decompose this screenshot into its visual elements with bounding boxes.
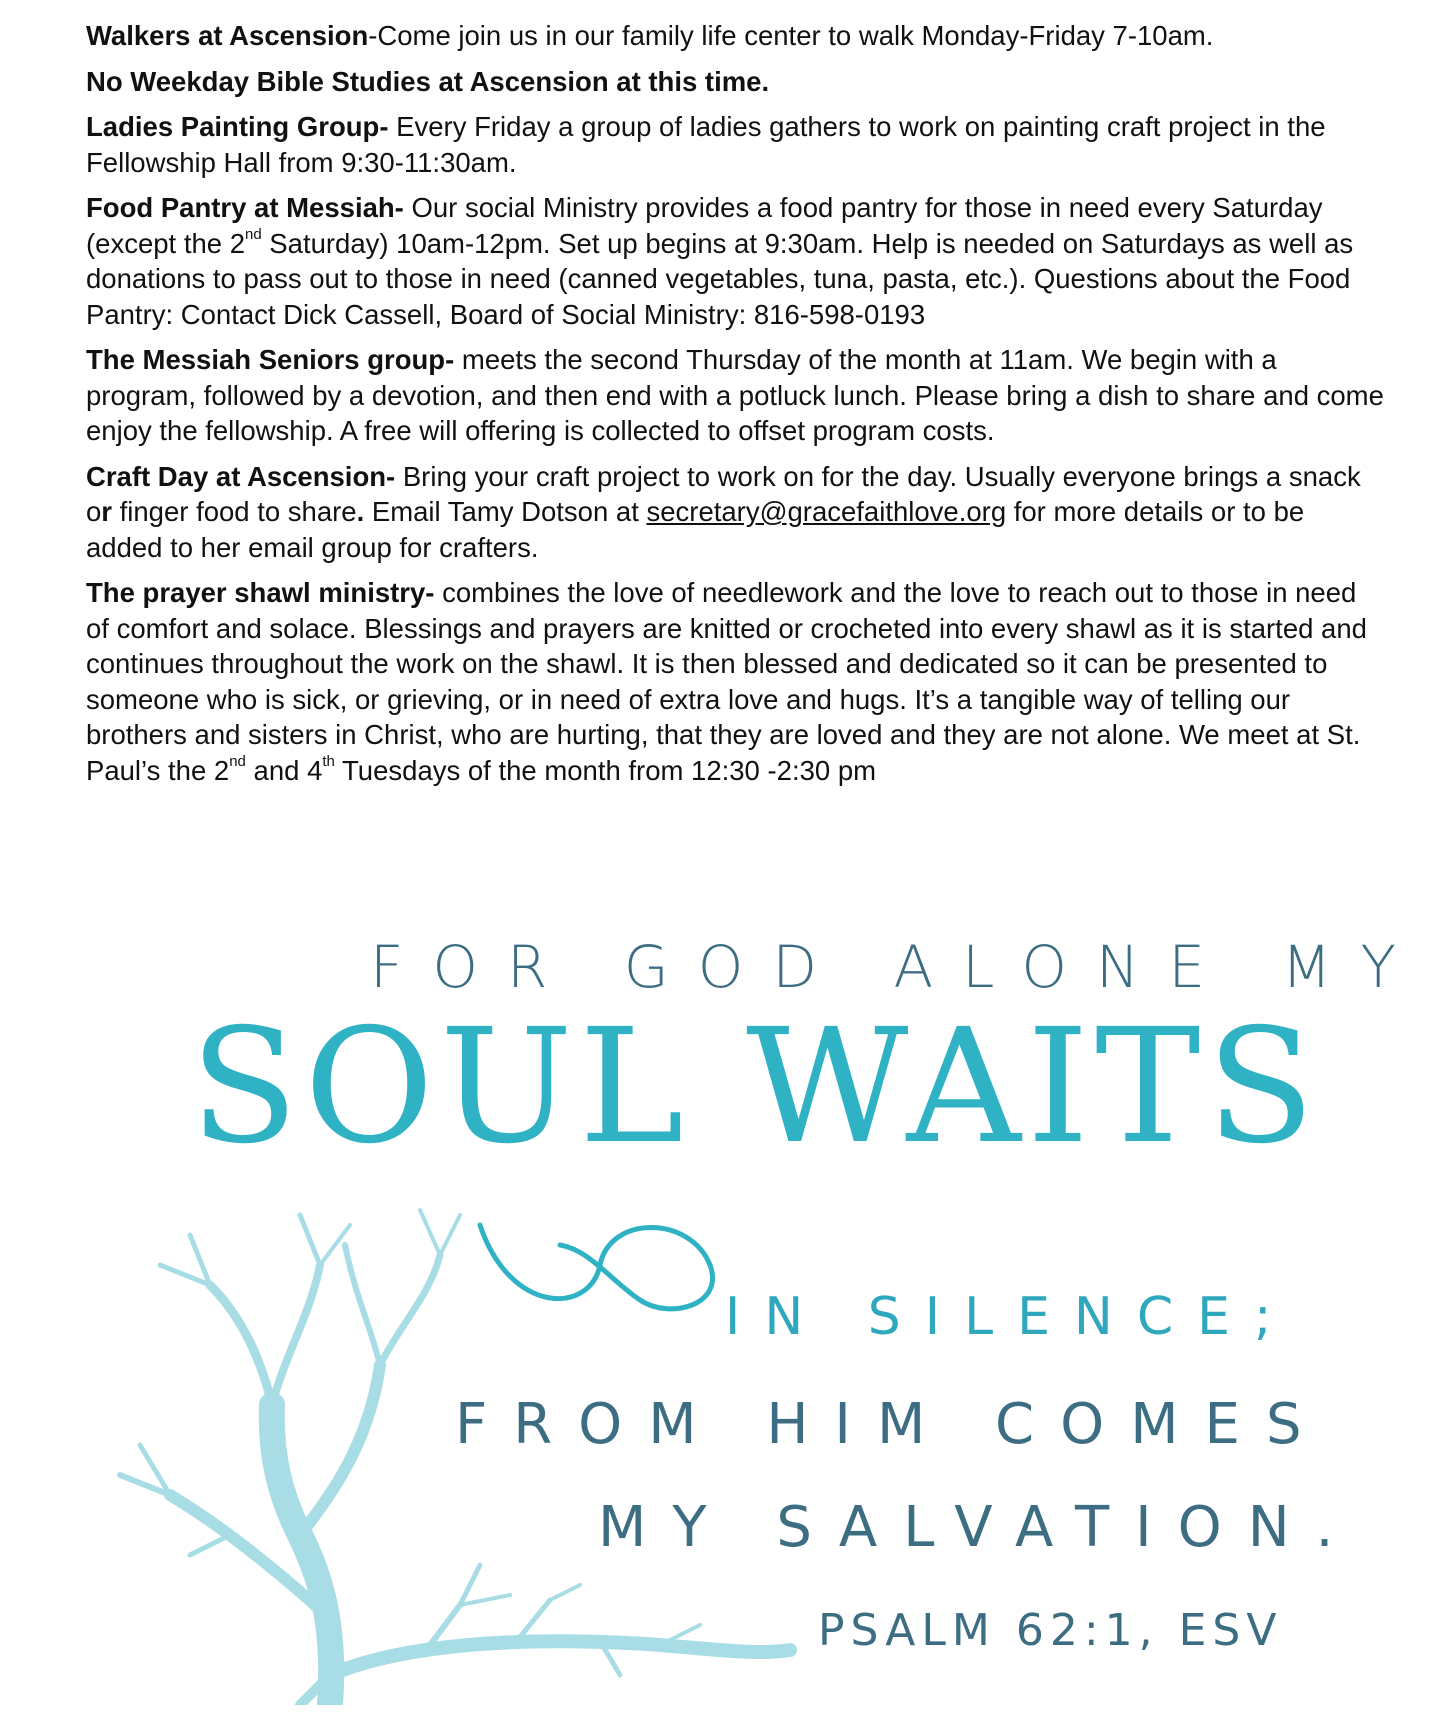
verse-line-1: FOR GOD ALONE MY [370, 933, 1425, 1001]
notice-title: Ladies Painting Group- [86, 111, 389, 142]
notice-seniors-group [86, 342, 1386, 449]
notice-food-pantry [86, 190, 1386, 332]
notice-title: The prayer shawl ministry- [86, 577, 435, 608]
email-link[interactable]: secretary@gracefaithlove.org [646, 496, 1007, 527]
notice-title: The Messiah Seniors group- [86, 344, 455, 375]
infinity-flourish [470, 1205, 730, 1325]
ordinal-suffix: nd [229, 753, 246, 771]
notice-title: Food Pantry at Messiah- [86, 192, 404, 223]
notice-bible-studies [86, 64, 1386, 100]
verse-line-2: SOUL WAITS [190, 995, 1321, 1179]
notice-body: Our social Ministry provides a food pantry for those in need every Saturday (except the 2 [86, 192, 1323, 259]
notice-body: meets the second Thursday of the month at 11am. We begin with a program, followed by a devotion, and then end with a potluck lunch. Please bring a dish to share and come enjoy the fellowship. A free will offering is collected to offset program costs. [86, 344, 1384, 446]
notice-painting-group [86, 109, 1386, 180]
notice-body: Every Friday a group of ladies gathers to work on painting craft project in the Fellowship Hall from 9:30-11:30am. [86, 111, 1326, 178]
verse-line-3: IN SILENCE; [725, 1287, 1296, 1347]
verse-line-5: MY SALVATION. [598, 1495, 1360, 1560]
notice-body: Tuesdays of the month from 12:30 -2:30 pm [334, 754, 877, 786]
notice-title: Walkers at Ascension [86, 20, 369, 51]
notice-body: Email Tamy Dotson at [364, 496, 647, 527]
verse-citation: PSALM 62:1, ESV [818, 1605, 1283, 1656]
ordinal-suffix: th [322, 753, 335, 771]
notice-walkers [86, 18, 1386, 54]
notice-prayer-shawl [86, 575, 1386, 788]
notice-body: finger food to share [112, 496, 357, 527]
notice-body: -Come join us in our family life center to walk Monday-Friday 7-10am. [368, 20, 1214, 51]
announcements [86, 18, 1386, 798]
notice-body-bold: r [101, 496, 112, 527]
notice-body: Saturday) 10am-12pm. Set up begins at 9:30am. Help is needed on Saturdays as well as donations to pass out to those in need (canned vegetables, tuna, pasta, etc.). Questions about the Food Pantry: Contact Dick Cassell, Board of Social Ministry: 816-598-0193 [86, 227, 1354, 330]
notice-title: No Weekday Bible Studies at Ascension at this time. [86, 65, 770, 97]
notice-craft-day [86, 459, 1386, 566]
notice-body-bold: . [356, 496, 365, 527]
notice-body: and 4 [245, 754, 323, 786]
verse-artwork [0, 905, 1440, 1705]
verse-line-4: FROM HIM COMES [455, 1392, 1328, 1457]
ordinal-suffix: nd [244, 226, 262, 244]
notice-body: for more details or to be added to her email group for crafters. [86, 496, 1305, 563]
notice-body: combines the love of needlework and the love to reach out to those in need of comfort and solace. Blessings and prayers are knitted or crocheted into every shawl as it is started and continues throughout the work on the shawl. It is then blessed and dedicated so it can be presented to someone who is sick, or grieving, or in need of extra love and hugs. It’s a tangible way of telling our brothers and sisters in Christ, who are hurting, that they are loved and they are not alone. We meet at St. Paul’s the 2 [86, 577, 1367, 786]
notice-title: Craft Day at Ascension- [86, 460, 396, 492]
notice-body: Bring your craft project to work on for the day. Usually everyone brings a snack o [86, 460, 1361, 527]
